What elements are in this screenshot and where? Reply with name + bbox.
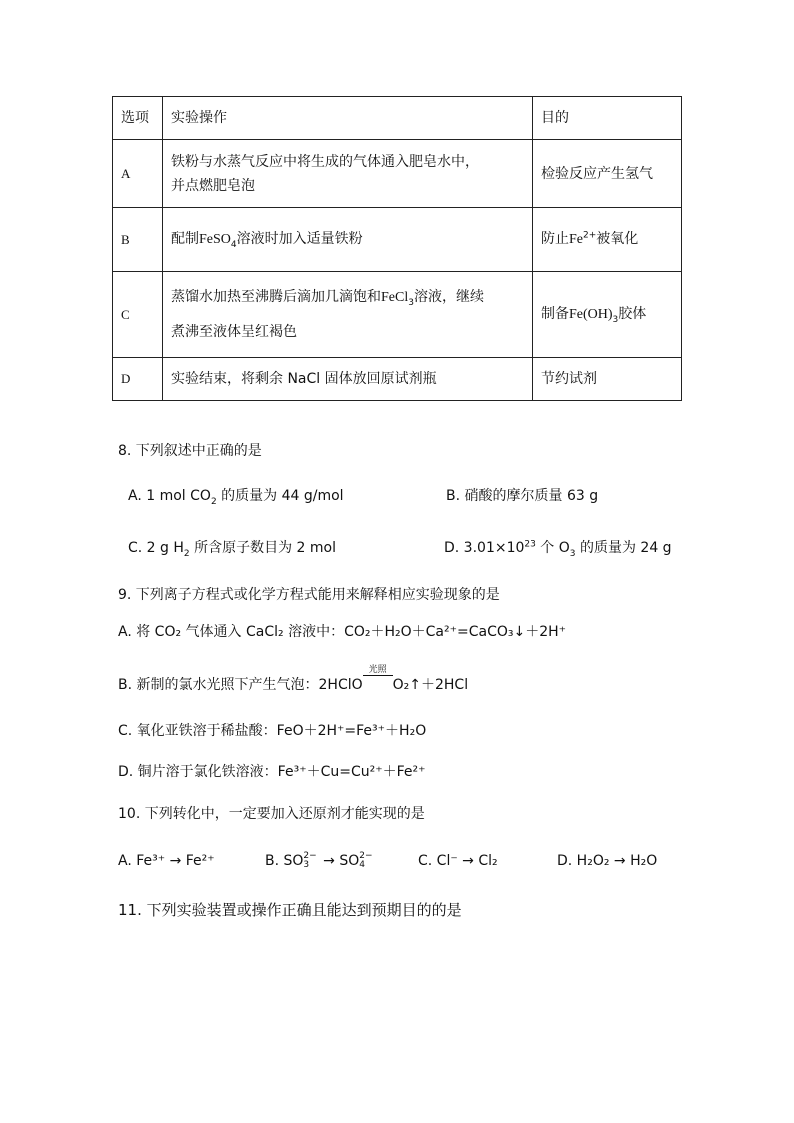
reaction-condition: 光照	[363, 666, 393, 676]
q11-stem: 11. 下列实验装置或操作正确且能达到预期目的的是	[118, 901, 462, 919]
text: A. 1 mol CO	[128, 488, 211, 504]
text: B. SO	[265, 853, 304, 869]
row-purpose	[533, 208, 682, 272]
formula: FeCl	[381, 290, 409, 305]
table-header-row	[113, 97, 682, 140]
subscript: 2	[210, 496, 217, 507]
table-row	[113, 140, 682, 208]
experiment-table	[112, 96, 682, 401]
header-operation: 实验操作	[163, 97, 533, 140]
text: 防止	[541, 231, 569, 247]
q8-option-d	[444, 538, 672, 558]
formula: Fe(OH)	[569, 307, 613, 322]
q9-stem: 9. 下列离子方程式或化学方程式能用来解释相应实验现象的是	[118, 587, 500, 603]
q10-option-b	[265, 851, 375, 871]
row-operation	[163, 272, 533, 358]
q10-stem: 10. 下列转化中，一定要加入还原剂才能实现的是	[118, 806, 425, 822]
operation-line	[171, 280, 524, 315]
operation-line: 铁粉与水蒸气反应中将生成的气体通入肥皂水中，	[171, 153, 479, 170]
operation-line: 煮沸至液体呈红褐色	[171, 324, 297, 340]
formula: FeSO	[199, 232, 231, 247]
q9-option-d: D. 铜片溶于氯化铁溶液：Fe³⁺＋Cu=Cu²⁺＋Fe²⁺	[118, 764, 426, 780]
text: 的质量为 44 g/mol	[216, 488, 344, 504]
subscript: 3	[612, 314, 619, 325]
ion: Fe	[569, 232, 583, 247]
q8-option-c	[128, 538, 336, 558]
text: 溶液时加入适量铁粉	[236, 231, 363, 247]
subscript: 3	[569, 548, 576, 559]
subscript: 2	[183, 548, 190, 559]
q8-option-b: B. 硝酸的摩尔质量 63 g	[446, 488, 599, 504]
q9-option-b	[118, 665, 469, 695]
superscript: 2+	[583, 230, 597, 241]
text: 制备	[541, 306, 569, 322]
reaction-arrow	[363, 665, 393, 695]
table-row	[113, 358, 682, 401]
text: 个 O	[535, 540, 570, 556]
row-label: D	[113, 358, 163, 401]
row-purpose: 节约试剂	[533, 358, 682, 401]
row-purpose: 检验反应产生氢气	[533, 140, 682, 208]
row-operation: 实验结束，将剩余 NaCl 固体放回原试剂瓶	[163, 358, 533, 401]
text: 蒸馏水加热至沸腾后滴加几滴饱和	[171, 289, 381, 305]
text: 胶体	[618, 306, 647, 322]
text: D. 3.01×10	[444, 540, 525, 556]
text: 被氧化	[596, 231, 639, 247]
q9-option-a: A. 将 CO₂ 气体通入 CaCl₂ 溶液中：CO₂＋H₂O＋Ca²⁺=CaCO₃↓＋2H⁺	[118, 624, 567, 640]
q9-option-c: C. 氧化亚铁溶于稀盐酸：FeO＋2H⁺=Fe³⁺＋H₂O	[118, 723, 427, 739]
row-label: A	[113, 140, 163, 208]
charge-subscript: 2− 4	[359, 851, 373, 870]
row-label: B	[113, 208, 163, 272]
table-row	[113, 272, 682, 358]
charge-subscript: 2− 3	[303, 851, 317, 870]
q10-option-c: C. Cl⁻ → Cl₂	[418, 853, 498, 869]
superscript: 23	[524, 539, 536, 550]
q8-stem: 8. 下列叙述中正确的是	[118, 443, 262, 459]
q10-option-a: A. Fe³⁺ → Fe²⁺	[118, 853, 215, 869]
text: → SO	[318, 853, 360, 869]
header-option: 选项	[113, 97, 163, 140]
row-operation	[163, 140, 533, 208]
subscript: 3	[408, 297, 414, 308]
header-purpose: 目的	[533, 97, 682, 140]
text: 配制	[171, 231, 199, 247]
q8-option-a	[128, 486, 344, 506]
text: 所含原子数目为 2 mol	[189, 540, 336, 556]
subscript: 4	[230, 239, 237, 250]
row-operation	[163, 208, 533, 272]
text: B. 新制的氯水光照下产生气泡：2HClO	[118, 677, 363, 693]
operation-line: 并点燃肥皂泡	[171, 177, 255, 194]
text: 溶液，继续	[413, 289, 484, 305]
text: 的质量为 24 g	[575, 540, 672, 556]
text: C. 2 g H	[128, 540, 184, 556]
q10-option-d: D. H₂O₂ → H₂O	[557, 853, 658, 869]
row-label: C	[113, 272, 163, 358]
text: O₂↑＋2HCl	[392, 677, 469, 693]
row-purpose	[533, 272, 682, 358]
table-row	[113, 208, 682, 272]
